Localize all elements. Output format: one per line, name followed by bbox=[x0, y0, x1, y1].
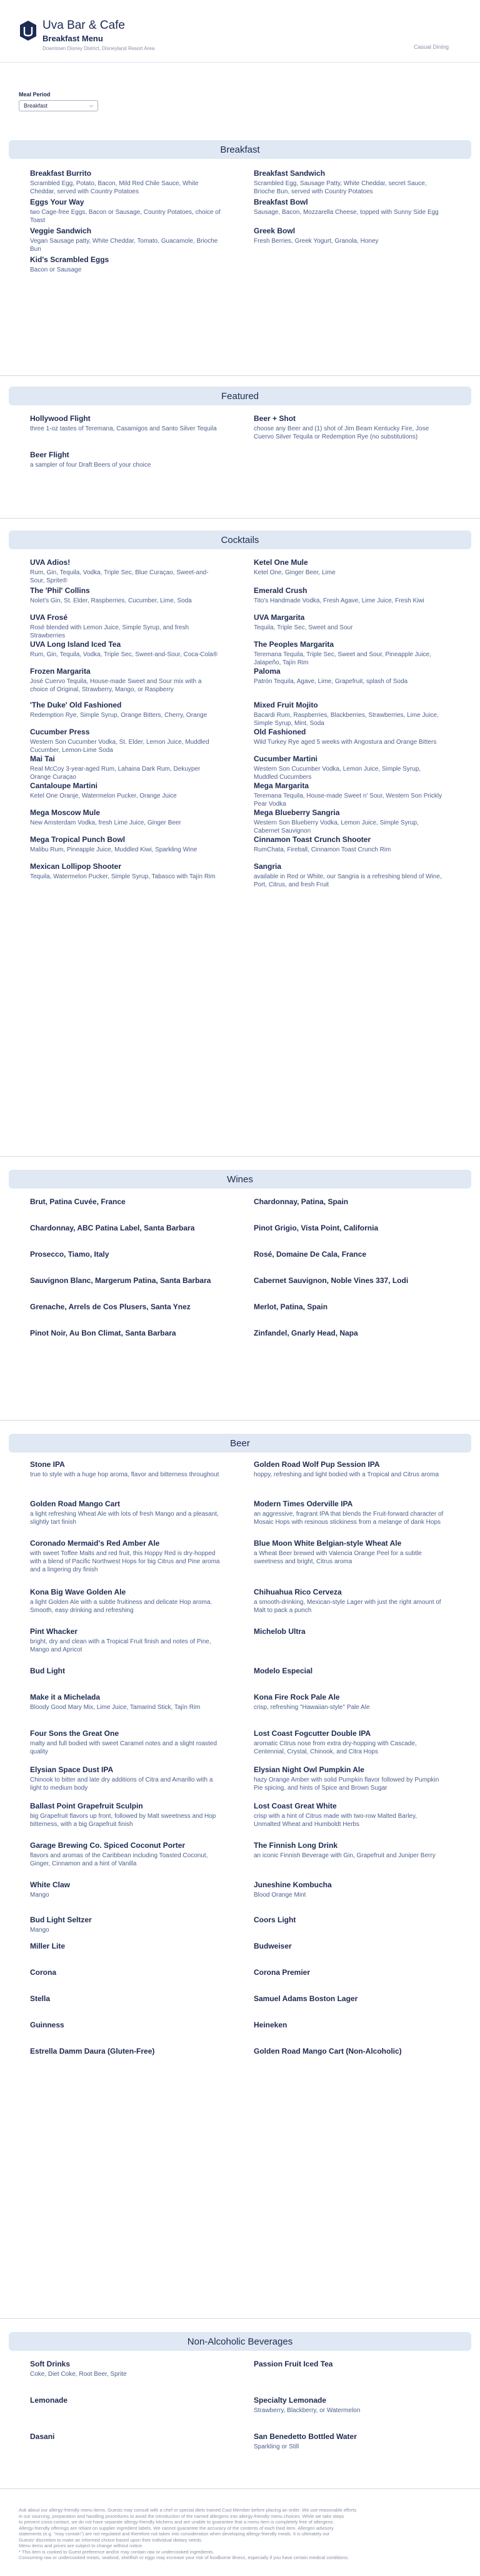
menu-item-name: Frozen Margarita bbox=[30, 667, 91, 676]
menu-item-name: Brut, Patina Cuvée, France bbox=[30, 1197, 126, 1206]
menu-item bbox=[30, 1627, 236, 1654]
menu-item-name: Pinot Grigio, Vista Point, California bbox=[254, 1224, 379, 1232]
menu-item bbox=[30, 2021, 236, 2030]
menu-item-name: Chihuahua Rico Cerveza bbox=[254, 1588, 342, 1596]
menu-item-name: Rosé, Domaine De Cala, France bbox=[254, 1250, 367, 1259]
menu-item-description: Wild Turkey Rye aged 5 weeks with Angostura and Orange Bitters bbox=[254, 739, 437, 746]
menu-title: Breakfast Menu bbox=[42, 34, 103, 43]
menu-item-description: hoppy, refreshing and light bodied with a Tropical and Citrus aroma bbox=[254, 1471, 439, 1478]
menu-item-description: Nolet's Gin, St. Elder, Raspberries, Cucumber, Lime, Soda bbox=[30, 597, 192, 604]
menu-item bbox=[30, 1915, 236, 1934]
menu-item-name: Four Sons the Great One bbox=[30, 1729, 119, 1738]
menu-item bbox=[254, 2360, 460, 2369]
menu-item-name: Mexican Lollipop Shooter bbox=[30, 862, 122, 871]
menu-item-description: choose any Beer and (1) shot of Jim Beam Kentucky Fire, Jose Cuervo Silver Tequila or Redemption Rye (no substitutions) bbox=[254, 425, 429, 440]
menu-item-name: Budweiser bbox=[254, 1942, 292, 1950]
menu-item-name: Veggie Sandwich bbox=[30, 226, 92, 235]
disclaimer-line: statements (e.g. "may contain") are not regulated and therefore not taken into consideration when developing allergy-friendly meals. It is ultimately our bbox=[19, 2531, 330, 2537]
menu-item-description: José Cuervo Tequila, House-made Sweet and Sour mix with a choice of Original, Strawberry, Mango, or Raspberry bbox=[30, 678, 202, 693]
disclaimer-line: * This item is cooked to Guest preference and/or may contain raw or undercooked ingredients. bbox=[19, 2548, 214, 2555]
menu-item-description: Sausage, Bacon, Mozzarella Cheese, topped with Sunny Side Egg bbox=[254, 209, 439, 216]
menu-item bbox=[254, 1302, 460, 1312]
menu-item-name: Greek Bowl bbox=[254, 226, 296, 235]
menu-item-name: Golden Road Mango Cart (Non-Alcoholic) bbox=[254, 2047, 402, 2056]
menu-item-name: Hollywood Flight bbox=[30, 414, 91, 423]
menu-item bbox=[254, 835, 460, 854]
menu-item-description: Real McCoy 3-year-aged Rum, Lahaina Dark Rum, Dekuyper Orange Curaçao bbox=[30, 766, 201, 781]
menu-item-name: Beer Flight bbox=[30, 450, 69, 459]
menu-item-name: Garage Brewing Co. Spiced Coconut Porter bbox=[30, 1841, 186, 1850]
menu-item bbox=[254, 1765, 460, 1792]
menu-item-name: Estrella Damm Daura (Gluten-Free) bbox=[30, 2047, 155, 2056]
menu-item-name: Elysian Space Dust IPA bbox=[30, 1765, 114, 1774]
menu-item bbox=[254, 1329, 460, 1338]
menu-item bbox=[30, 1460, 236, 1479]
menu-item bbox=[254, 1994, 460, 2004]
menu-item-description: two Cage-free Eggs, Bacon or Sausage, Country Potatoes, choice of Toast bbox=[30, 209, 221, 224]
section-header: Breakfast bbox=[9, 140, 471, 159]
menu-item-name: Stella bbox=[30, 1994, 51, 2003]
section-divider bbox=[0, 2318, 480, 2319]
menu-item bbox=[254, 1915, 460, 1925]
restaurant-info bbox=[42, 19, 154, 51]
menu-item-description: RumChata, Fireball, Cinnamon Toast Crunch Rim bbox=[254, 846, 391, 853]
menu-item bbox=[254, 2432, 460, 2451]
menu-item-description: Rum, Gin, Tequila, Vodka, Triple Sec, Blue Curaçao, Sweet-and-Sour, Sprite® bbox=[30, 569, 209, 584]
menu-item-description: an iconic Finnish Beverage with Gin, Grapefruit and Juniper Berry bbox=[254, 1852, 436, 1859]
menu-item bbox=[30, 1302, 236, 1312]
menu-item-description: Vegan Sausage patty, White Cheddar, Tomato, Guacamole, Brioche Bun bbox=[30, 238, 218, 253]
menu-item bbox=[254, 1666, 460, 1676]
menu-item bbox=[30, 1942, 236, 1951]
menu-item bbox=[30, 1994, 236, 2004]
menu-item-name: Sangria bbox=[254, 862, 282, 871]
menu-item bbox=[254, 1942, 460, 1951]
restaurant-logo-icon bbox=[19, 20, 38, 41]
menu-item-name: Beer + Shot bbox=[254, 414, 296, 423]
menu-item-description: Ketel One, Ginger Beer, Lime bbox=[254, 569, 336, 576]
menu-item-name: Sauvignon Blanc, Margerum Patina, Santa Barbara bbox=[30, 1276, 211, 1285]
menu-item-name: Pinot Noir, Au Bon Climat, Santa Barbara bbox=[30, 1329, 176, 1337]
menu-item bbox=[254, 701, 460, 728]
menu-item bbox=[30, 701, 236, 719]
menu-item-description: Chinook to bitter and late dry additions of Citra and Amarillo with a light to medium body bbox=[30, 1777, 213, 1792]
menu-item bbox=[30, 808, 236, 827]
menu-item bbox=[254, 808, 460, 835]
menu-item-name: Mega Tropical Punch Bowl bbox=[30, 835, 126, 844]
menu-item-name: Miller Lite bbox=[30, 1942, 66, 1950]
menu-item bbox=[30, 2432, 236, 2442]
menu-item-name: Pint Whacker bbox=[30, 1627, 78, 1636]
menu-item bbox=[30, 862, 236, 881]
menu-item-description: Mango bbox=[30, 1927, 49, 1934]
menu-item-description: a Wheat Beer brewed with Valencia Orange Peel for a subtle sweetness and bright, Citrus aroma bbox=[254, 1550, 422, 1565]
menu-item-description: Fresh Berries, Greek Yogurt, Granola, Honey bbox=[254, 238, 379, 245]
menu-item-name: 'The Duke' Old Fashioned bbox=[30, 701, 122, 709]
menu-item-name: Juneshine Kombucha bbox=[254, 1880, 332, 1889]
menu-item bbox=[30, 586, 236, 605]
menu-item-description: a light Golden Ale with a subtle fruitiness and delicate Hop aroma. Smooth, easy drinking and refreshing bbox=[30, 1599, 212, 1614]
menu-item-description: malty and full bodied with sweet Caramel notes and a slight roasted quality bbox=[30, 1740, 218, 1755]
section-header: Non-Alcoholic Beverages bbox=[9, 2332, 471, 2351]
menu-item-description: Scrambled Egg, Sausage Patty, White Cheddar, secret Sauce, Brioche Bun, served with Country Potatoes bbox=[254, 180, 427, 195]
menu-item-name: Elysian Night Owl Pumpkin Ale bbox=[254, 1765, 364, 1774]
menu-item bbox=[254, 1802, 460, 1828]
menu-item bbox=[30, 2047, 236, 2056]
menu-item-description: Coke, Diet Coke, Root Beer, Sprite bbox=[30, 2371, 127, 2378]
menu-item bbox=[30, 728, 236, 754]
menu-item bbox=[254, 198, 460, 216]
menu-item bbox=[254, 2021, 460, 2030]
section-header: Featured bbox=[9, 387, 471, 405]
menu-item-name: Modelo Especial bbox=[254, 1666, 313, 1675]
menu-item bbox=[254, 613, 460, 632]
menu-item-name: Make it a Michelada bbox=[30, 1693, 101, 1701]
menu-item bbox=[30, 1666, 236, 1676]
chevron-down-icon: ⌵ bbox=[89, 103, 93, 108]
menu-item bbox=[30, 835, 236, 854]
menu-item-name: White Claw bbox=[30, 1880, 71, 1889]
section-header: Wines bbox=[9, 1170, 471, 1189]
menu-item bbox=[30, 667, 236, 694]
section-divider bbox=[0, 518, 480, 519]
menu-item-name: Golden Road Mango Cart bbox=[30, 1499, 120, 1508]
menu-item bbox=[254, 1841, 460, 1860]
menu-item-name: Breakfast Burrito bbox=[30, 169, 92, 178]
menu-header bbox=[0, 0, 480, 63]
menu-item-description: Scrambled Egg, Potato, Bacon, Mild Red Chile Sauce, White Cheddar, served with Country Potatoes bbox=[30, 180, 199, 195]
menu-item bbox=[30, 558, 236, 585]
meal-period-dropdown[interactable] bbox=[19, 100, 98, 111]
menu-item-description: Teremana Tequila, House-made Sweet n' Sour, Western Son Prickly Pear Vodka bbox=[254, 793, 442, 808]
menu-item bbox=[30, 1250, 236, 1259]
menu-item bbox=[30, 1224, 236, 1233]
menu-item bbox=[30, 1539, 236, 1574]
menu-item-name: Soft Drinks bbox=[30, 2360, 71, 2368]
meal-period-selector bbox=[0, 63, 480, 109]
menu-item-name: Mega Margarita bbox=[254, 781, 309, 790]
menu-item bbox=[30, 1880, 236, 1899]
menu-item-name: San Benedetto Bottled Water bbox=[254, 2432, 357, 2441]
menu-item bbox=[254, 754, 460, 781]
menu-item-name: Coors Light bbox=[254, 1915, 296, 1924]
menu-item bbox=[30, 255, 236, 274]
menu-item-description: with sweet Toffee Malts and red fruit, this Hoppy Red is dry-hopped with a blend of Pacific Northwest Hops for big Citrus and Pine aroma and a lingering dry finish bbox=[30, 1550, 220, 1573]
menu-item-name: Lemonade bbox=[30, 2396, 68, 2405]
menu-item-description: available in Red or White, our Sangria is a refreshing blend of Wine, Port, Citrus, and fresh Fruit bbox=[254, 873, 442, 888]
menu-item-name: Zinfandel, Gnarly Head, Napa bbox=[254, 1329, 358, 1337]
menu-item bbox=[254, 1729, 460, 1756]
menu-item bbox=[30, 1693, 236, 1711]
menu-item-name: Heineken bbox=[254, 2021, 288, 2029]
menu-item bbox=[254, 1880, 460, 1899]
menu-item-name: UVA Long Island Iced Tea bbox=[30, 640, 121, 649]
menu-item bbox=[254, 1539, 460, 1566]
menu-item bbox=[30, 169, 236, 196]
menu-item-name: Golden Road Wolf Pup Session IPA bbox=[254, 1460, 380, 1469]
menu-item-description: Teremana Tequila, Triple Sec, Sweet and Sour, Pineapple Juice, Jalapeño, Tajín Rim bbox=[254, 651, 431, 666]
menu-item-name: Mega Moscow Mule bbox=[30, 808, 101, 817]
menu-item bbox=[254, 226, 460, 245]
allergy-disclaimer bbox=[19, 2507, 460, 2561]
menu-item bbox=[30, 2396, 236, 2405]
menu-item bbox=[30, 1729, 236, 1756]
menu-item bbox=[30, 1841, 236, 1868]
menu-item-name: Cucumber Martini bbox=[254, 754, 318, 763]
menu-item-name: Cantaloupe Martini bbox=[30, 781, 98, 790]
menu-item-description: a light refreshing Wheat Ale with lots of fresh Mango and a pleasant, slightly tart finish bbox=[30, 1511, 219, 1526]
menu-item bbox=[30, 1197, 236, 1207]
menu-item-name: Dasani bbox=[30, 2432, 55, 2441]
menu-item bbox=[30, 1276, 236, 1285]
menu-item bbox=[254, 1627, 460, 1636]
menu-item-description: Bacardi Rum, Raspberries, Blackberries, Strawberries, Lime Juice, Simple Syrup, Mint, Soda bbox=[254, 712, 439, 727]
menu-item-description: true to style with a huge hop aroma, flavor and bitterness throughout bbox=[30, 1471, 219, 1478]
menu-item-name: Kid's Scrambled Eggs bbox=[30, 255, 109, 264]
menu-item bbox=[254, 414, 460, 441]
menu-item bbox=[254, 169, 460, 196]
disclaimer-line: Ask about our allergy-friendly menu items. Guests may consult with a chef or special diets trained Cast Member before placing an order. We use reasonable efforts bbox=[19, 2507, 357, 2513]
menu-item-name: UVA Frosé bbox=[30, 613, 68, 622]
menu-item-name: Grenache, Arrels de Cos Plusers, Santa Ynez bbox=[30, 1302, 191, 1311]
section-divider bbox=[0, 1156, 480, 1157]
disclaimer-line: Guests' discretion to make an informed choice based upon their individual dietary needs. bbox=[19, 2537, 203, 2543]
menu-item-name: The Peoples Margarita bbox=[254, 640, 334, 649]
menu-item-name: Bud Light bbox=[30, 1666, 65, 1675]
menu-item-name: Bud Light Seltzer bbox=[30, 1915, 92, 1924]
menu-item-description: Bloody Good Mary Mix, Lime Juice, Tamarind Stick, Tajín Rim bbox=[30, 1704, 201, 1711]
section-divider bbox=[0, 1420, 480, 1421]
section-divider bbox=[0, 375, 480, 376]
disclaimer-line: in our sourcing, preparation and handling procedures to avoid the introduction of the named allergens into allergy-friendly menu choices. While we take steps bbox=[19, 2513, 344, 2519]
dining-type-label: Casual Dining bbox=[413, 44, 449, 50]
menu-item-description: Western Son Blueberry Vodka, Lemon Juice, Simple Syrup, Cabernet Sauvignon bbox=[254, 819, 419, 834]
menu-item bbox=[254, 1224, 460, 1233]
menu-item bbox=[254, 1499, 460, 1526]
menu-item-name: Michelob Ultra bbox=[254, 1627, 306, 1636]
menu-item-description: Rosé blended with Lemon Juice, Simple Syrup, and fresh Strawberries bbox=[30, 624, 189, 639]
menu-item-description: three 1-oz tastes of Teremana, Casamigos and Santo Silver Tequila bbox=[30, 425, 217, 432]
menu-item bbox=[254, 640, 460, 667]
menu-item-name: Guinness bbox=[30, 2021, 64, 2029]
menu-item bbox=[254, 1197, 460, 1207]
menu-item bbox=[254, 558, 460, 577]
menu-item-description: Ketel One Oranje, Watermelon Pucker, Orange Juice bbox=[30, 793, 177, 799]
menu-item-description: an aggressive, fragrant IPA that blends the Fruit-forward character of Mosaic Hops with resinous stickiness from a melange of dank Hops bbox=[254, 1511, 444, 1526]
menu-item bbox=[254, 2396, 460, 2415]
menu-item-description: Blood Orange Mint bbox=[254, 1892, 306, 1899]
menu-item bbox=[30, 198, 236, 225]
menu-item-name: Samuel Adams Boston Lager bbox=[254, 1994, 358, 2003]
meal-period-label: Meal Period bbox=[19, 91, 51, 98]
menu-item-name: Ballast Point Grapefruit Sculpin bbox=[30, 1802, 143, 1810]
section-header: Cocktails bbox=[9, 530, 471, 549]
menu-item-description: Mango bbox=[30, 1892, 49, 1899]
section-header: Beer bbox=[9, 1434, 471, 1453]
menu-item bbox=[254, 862, 460, 889]
menu-item bbox=[30, 1802, 236, 1828]
menu-item bbox=[30, 1329, 236, 1338]
menu-item-name: Breakfast Sandwich bbox=[254, 169, 326, 178]
menu-item-name: The 'Phil' Collins bbox=[30, 586, 90, 595]
menu-item-name: The Finnish Long Drink bbox=[254, 1841, 338, 1850]
menu-item-description: New Amsterdam Vodka, fresh Lime Juice, Ginger Beer bbox=[30, 819, 181, 826]
menu-item-description: Strawberry, Blackberry, or Watermelon bbox=[254, 2407, 361, 2414]
menu-item-description: Tito's Handmade Vodka, Fresh Agave, Lime Juice, Fresh Kiwi bbox=[254, 597, 424, 604]
menu-item-name: Chardonnay, ABC Patina Label, Santa Barbara bbox=[30, 1224, 195, 1232]
menu-item bbox=[254, 1276, 460, 1285]
menu-item bbox=[254, 586, 460, 605]
menu-item bbox=[254, 781, 460, 808]
menu-item-name: Specialty Lemonade bbox=[254, 2396, 327, 2405]
menu-item-name: Modern Times Oderville IPA bbox=[254, 1499, 353, 1508]
menu-item-name: Breakfast Bowl bbox=[254, 198, 308, 206]
menu-item bbox=[254, 1693, 460, 1711]
menu-item bbox=[30, 781, 236, 800]
menu-item-name: Cinnamon Toast Crunch Shooter bbox=[254, 835, 371, 844]
menu-item bbox=[30, 1765, 236, 1792]
menu-item bbox=[254, 667, 460, 686]
restaurant-location: Downtown Disney District, Disneyland Resort Area bbox=[42, 46, 155, 51]
menu-item-description: a smooth-drinking, Mexican-style Lager with just the right amount of Malt to pack a punch bbox=[254, 1599, 441, 1614]
disclaimer-line: Consuming raw or undercooked meats, seafood, shellfish or eggs may increase your risk of foodborne illness, especially if you have certain medical conditions. bbox=[19, 2555, 349, 2560]
menu-item bbox=[30, 2360, 236, 2378]
menu-item bbox=[30, 754, 236, 781]
menu-item-description: flavors and aromas of the Caribbean including Toasted Coconut, Ginger, Cinnamon and a hint of Vanilla bbox=[30, 1852, 208, 1867]
menu-item-description: crisp, refreshing "Hawaiian-style" Pale Ale bbox=[254, 1704, 370, 1711]
menu-item-description: Tequila, Triple Sec, Sweet and Sour bbox=[254, 624, 353, 631]
menu-item bbox=[30, 613, 236, 640]
menu-item-name: UVA Adios! bbox=[30, 558, 71, 567]
menu-item bbox=[254, 2047, 460, 2056]
menu-item-description: Malibu Rum, Pineapple Juice, Muddled Kiwi, Sparkling Wine bbox=[30, 846, 198, 853]
menu-item-name: Passion Fruit Iced Tea bbox=[254, 2360, 333, 2368]
menu-item bbox=[254, 728, 460, 746]
menu-item bbox=[30, 450, 236, 469]
menu-item-name: Lost Coast Fogcutter Double IPA bbox=[254, 1729, 371, 1738]
menu-item bbox=[30, 1499, 236, 1526]
meal-period-selected: Breakfast bbox=[24, 103, 48, 109]
menu-item-description: Patrón Tequila, Agave, Lime, Grapefruit, splash of Soda bbox=[254, 678, 408, 685]
menu-item-name: Old Fashioned bbox=[254, 728, 306, 736]
menu-item bbox=[30, 414, 236, 433]
menu-item bbox=[30, 226, 236, 253]
menu-item-description: hazy Orange Amber with solid Pumpkin flavor followed by Pumpkin Pie spicing, and hints of Spice and Brown Sugar bbox=[254, 1777, 439, 1792]
menu-item-name: Emerald Crush bbox=[254, 586, 308, 595]
menu-item-description: a sampler of four Draft Beers of your choice bbox=[30, 462, 151, 469]
menu-item bbox=[254, 1460, 460, 1479]
menu-item-name: Mega Blueberry Sangria bbox=[254, 808, 340, 817]
menu-item-name: Ketel One Mule bbox=[254, 558, 308, 567]
menu-item-description: Redemption Rye, Simple Syrup, Orange Bitters, Cherry, Orange bbox=[30, 712, 208, 719]
menu-item bbox=[254, 1250, 460, 1259]
menu-item-name: Paloma bbox=[254, 667, 281, 676]
menu-item-description: bright, dry and clean with a Tropical Fruit finish and notes of Pine, Mango and Apricot bbox=[30, 1638, 211, 1653]
menu-item-name: Lost Coast Great White bbox=[254, 1802, 337, 1810]
menu-item-name: Blue Moon White Belgian-style Wheat Ale bbox=[254, 1539, 402, 1548]
menu-item-description: Tequila, Watermelon Pucker, Simple Syrup, Tabasco with Tajín Rim bbox=[30, 873, 216, 880]
menu-item-name: Kona Fire Rock Pale Ale bbox=[254, 1693, 340, 1701]
menu-item bbox=[254, 1968, 460, 1977]
menu-item-name: Corona bbox=[30, 1968, 56, 1977]
menu-item bbox=[254, 1588, 460, 1615]
menu-item-description: aromatic Citrus nose from extra dry-hopping with Cascade, Centennial, Crystal, Chinook, and Citra Hops bbox=[254, 1740, 417, 1755]
menu-item-description: Western Son Cucumber Vodka, St. Elder, Lemon Juice, Muddled Cucumber, Lemon-Lime Soda bbox=[30, 739, 209, 754]
disclaimer-line: Allergy-friendly offerings are reliant on supplier ingredient labels. We cannot guarantee the accuracy of the contents of each food item. Allergen advisory bbox=[19, 2525, 334, 2531]
menu-item-name: Chardonnay, Patina, Spain bbox=[254, 1197, 349, 1206]
menu-item-name: Mixed Fruit Mojito bbox=[254, 701, 318, 709]
menu-item-name: Mai Tai bbox=[30, 754, 55, 763]
menu-item-description: Bacon or Sausage bbox=[30, 266, 82, 273]
restaurant-name: Uva Bar & Cafe bbox=[42, 19, 125, 32]
menu-item-name: Eggs Your Way bbox=[30, 198, 84, 206]
menu-item bbox=[30, 640, 236, 659]
menu-item-description: Sparkling or Still bbox=[254, 2443, 299, 2450]
menu-item-name: Kona Big Wave Golden Ale bbox=[30, 1588, 126, 1596]
menu-item bbox=[30, 1968, 236, 1977]
menu-item-name: UVA Margarita bbox=[254, 613, 305, 622]
menu-item-name: Prosecco, Tiamo, Italy bbox=[30, 1250, 109, 1259]
menu-item bbox=[30, 1588, 236, 1615]
disclaimer-line: to prevent cross-contact, we do not have separate allergy-friendly kitchens and are unable to guarantee that a menu item is completely free of allergens. bbox=[19, 2519, 334, 2525]
menu-item-name: Stone IPA bbox=[30, 1460, 65, 1469]
section-divider bbox=[0, 2488, 480, 2489]
menu-item-name: Cucumber Press bbox=[30, 728, 90, 736]
menu-item-name: Cabernet Sauvignon, Noble Vines 337, Lodi bbox=[254, 1276, 409, 1285]
menu-item-name: Coronado Mermaid's Red Amber Ale bbox=[30, 1539, 160, 1548]
menu-item-name: Corona Premier bbox=[254, 1968, 311, 1977]
menu-item-name: Merlot, Patina, Spain bbox=[254, 1302, 328, 1311]
menu-item-description: big Grapefruit flavors up front, followed by Malt sweetness and Hop bitterness, with a big Grapefruit finish bbox=[30, 1813, 216, 1828]
disclaimer-line: Menu items and prices are subject to change without notice. bbox=[19, 2543, 144, 2548]
menu-item-description: Rum, Gin, Tequila, Vodka, Triple Sec, Sweet-and-Sour, Coca-Cola® bbox=[30, 651, 218, 658]
menu-item-description: crisp with a hint of Citrus made with two-row Malted Barley, Unmalted Wheat and Humboldt Herbs bbox=[254, 1813, 418, 1828]
menu-item-description: Western Son Cucumber Vodka, Lemon Juice, Simple Syrup, Muddled Cucumbers bbox=[254, 766, 421, 781]
